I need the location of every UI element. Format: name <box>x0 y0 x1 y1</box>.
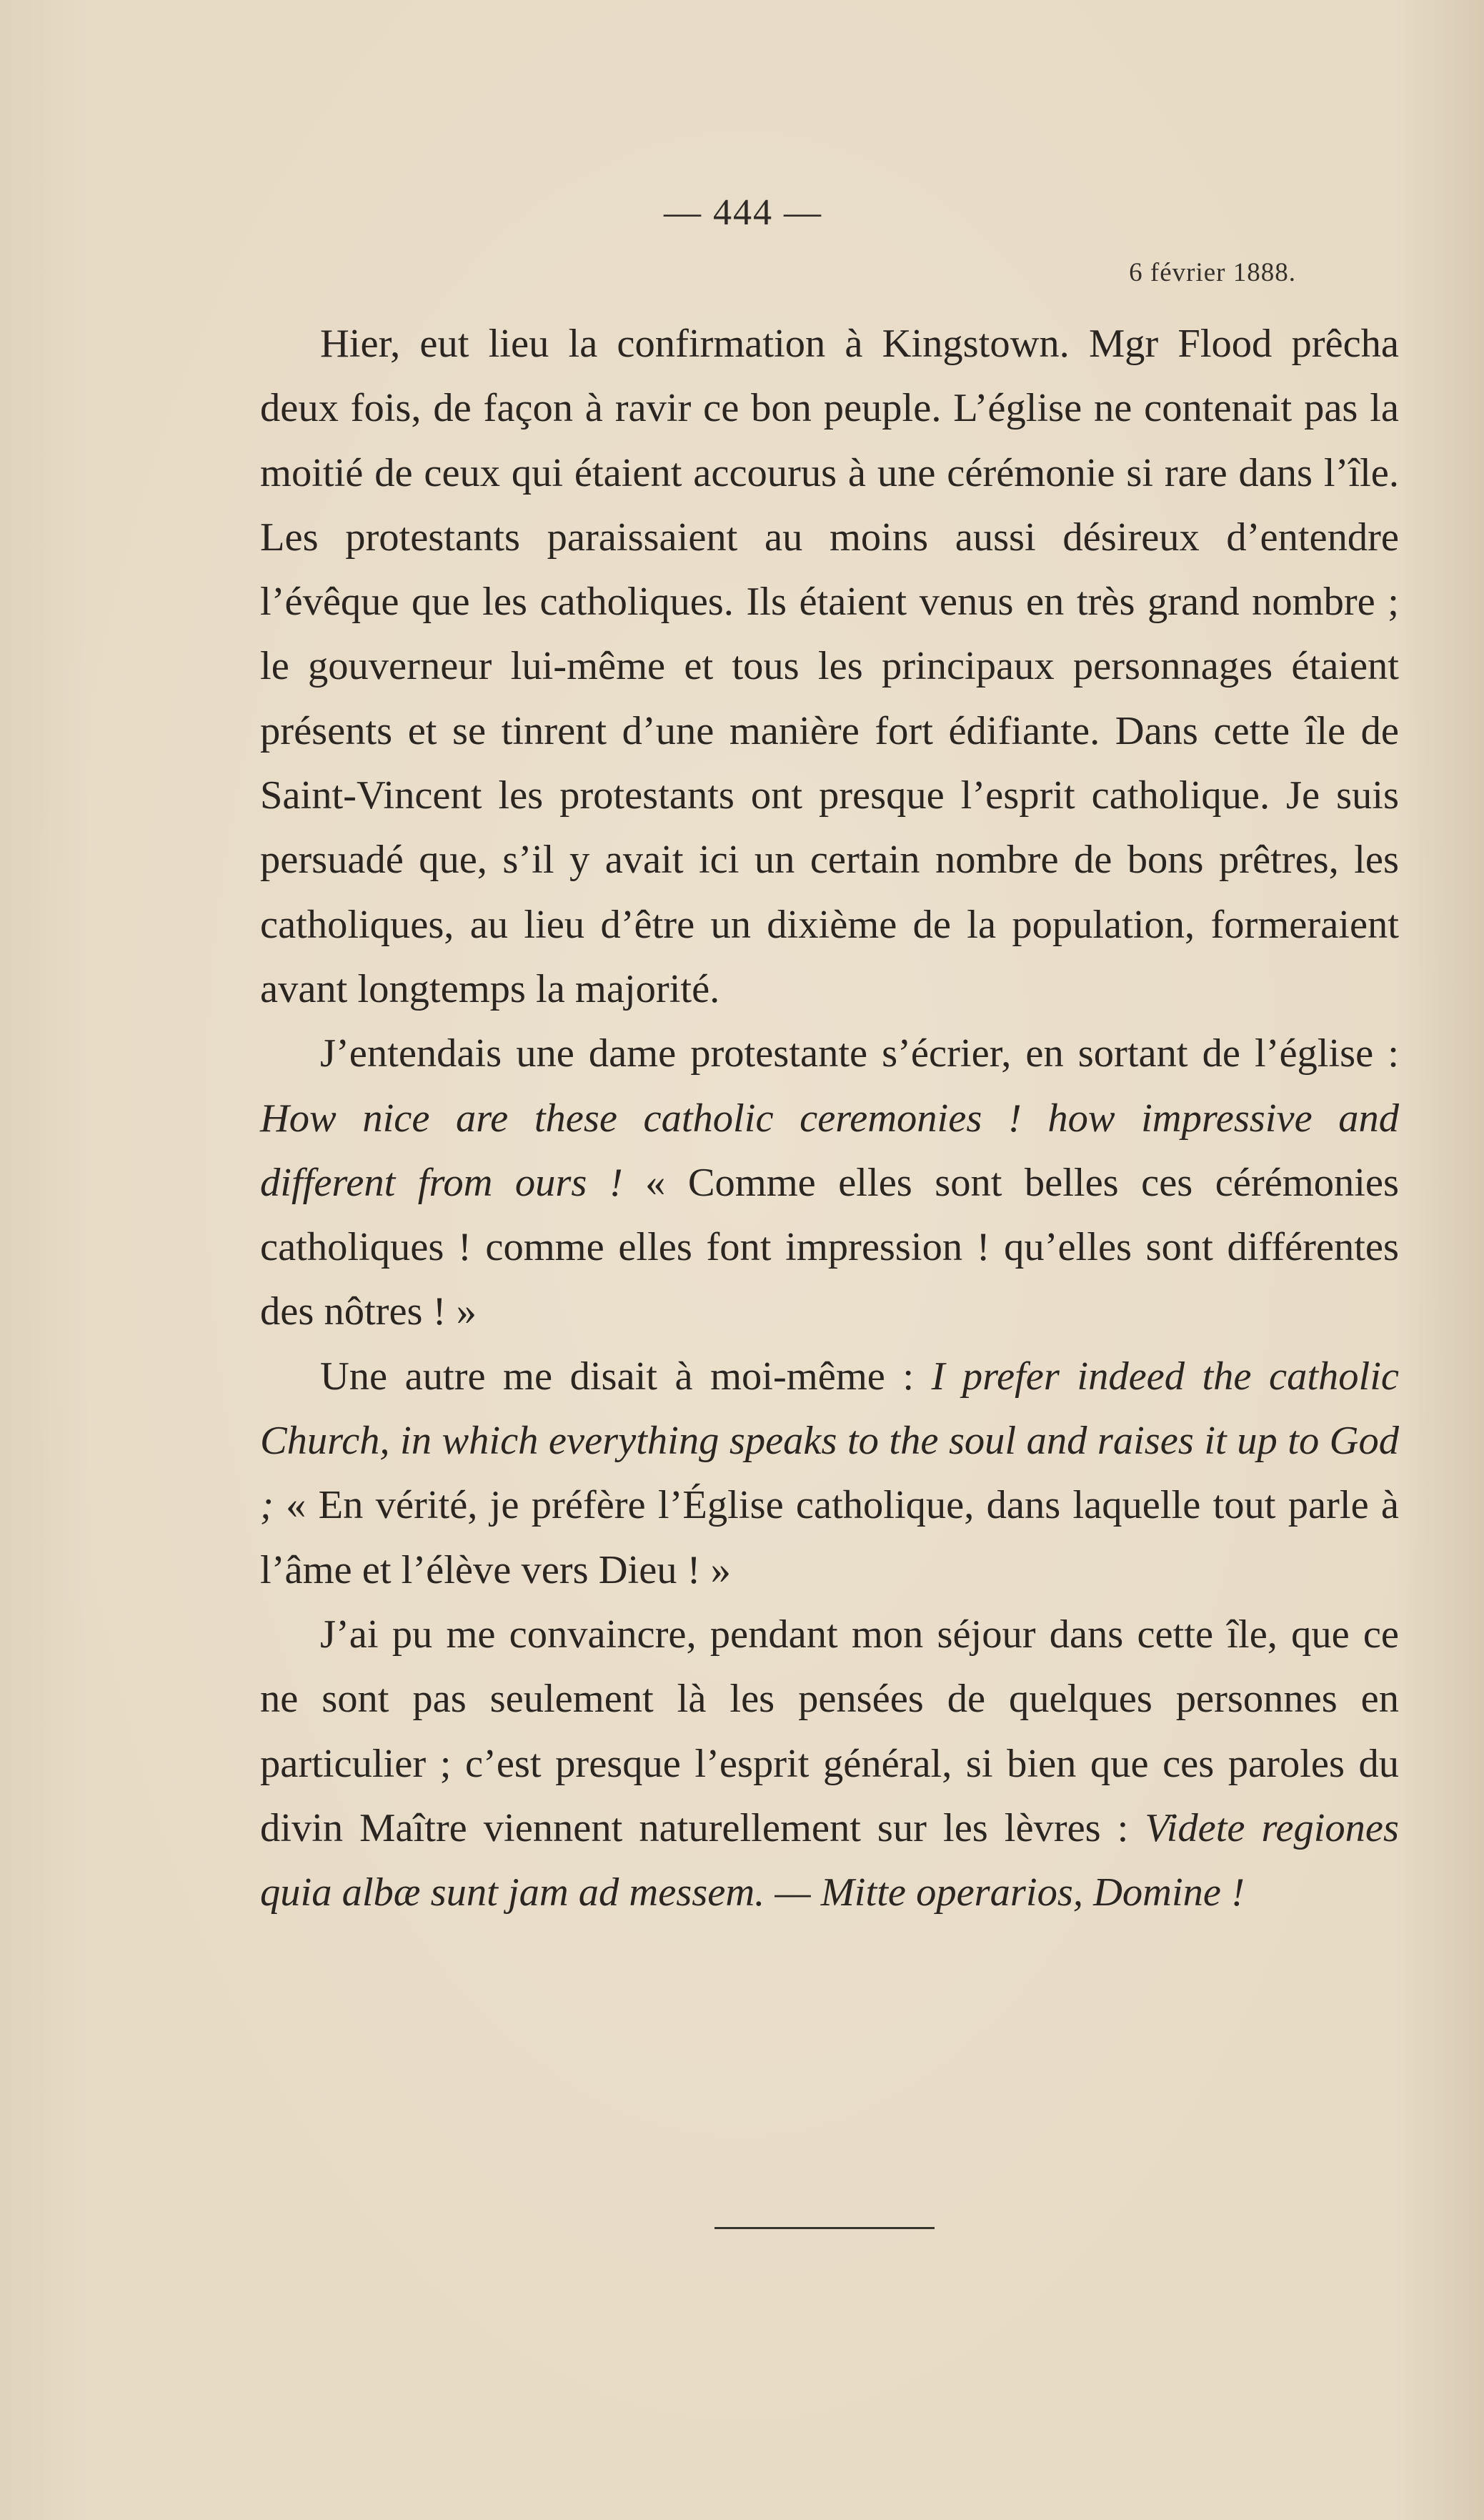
paragraph-protestant-lady <box>260 1021 1399 1344</box>
text-segment: J’entendais une dame protestante s’écrier, en sortant de l’église : <box>320 1031 1399 1076</box>
page-number: — 444 — <box>664 192 822 233</box>
text-segment: Une autre me disait à moi-même : <box>320 1354 932 1399</box>
text-segment: Hier, eut lieu la confirmation à Kingstown. Mgr Flood prêcha deux fois, de façon à ravir ce bon peuple. L’église ne contenait pas la moitié de ceux qui étaient accourus à une cérémonie si rare dans l’île. Les protestants paraissaient au moins aussi désireux d’entendre l’évêque que les catholiques. Ils étaient venus en très grand nombre ; le gouverneur lui-même et tous les principaux personnages étaient présents et se tinrent d’une manière fort édifiante. Dans cette île de Saint-Vincent les protestants ont presque l’esprit catholique. Je suis persuadé que, s’il y avait ici un certain nombre de bons prêtres, les catholiques, au lieu d’être un dixième de la population, formeraient avant longtemps la majorité. <box>260 322 1399 1011</box>
section-end-rule <box>714 2227 935 2229</box>
latin-quote: Videte regiones quia albæ sunt jam ad messem. — Mitte operarios, Domine ! <box>260 1805 1399 1915</box>
english-quote: How nice are these catholic ceremonies ! how impressive and different from ours ! <box>260 1096 1399 1205</box>
french-translation: « Comme elles sont belles ces cérémonies catholiques ! comme elles font impression ! qu’elles sont différentes des nôtres ! » <box>260 1160 1399 1334</box>
entry-date: 6 février 1888. <box>1129 258 1296 287</box>
paragraph-another-lady <box>260 1344 1399 1602</box>
body-text <box>260 312 1399 1925</box>
paragraph-general-spirit <box>260 1602 1399 1925</box>
paragraph-confirmation <box>260 312 1399 1021</box>
text-segment: J’ai pu me convaincre, pendant mon séjour dans cette île, que ce ne sont pas seulement là les pensées de quelques personnes en particulier ; c’est presque l’esprit général, si bien que ces paroles du divin Maître viennent naturellement sur les lèvres : <box>260 1612 1399 1850</box>
french-translation: « En vérité, je préfère l’Église catholique, dans laquelle tout parle à l’âme et l’élève vers Dieu ! » <box>260 1483 1399 1592</box>
english-quote: I prefer indeed the catholic Church, in which everything speaks to the soul and raises it up to God ; <box>260 1354 1400 1528</box>
